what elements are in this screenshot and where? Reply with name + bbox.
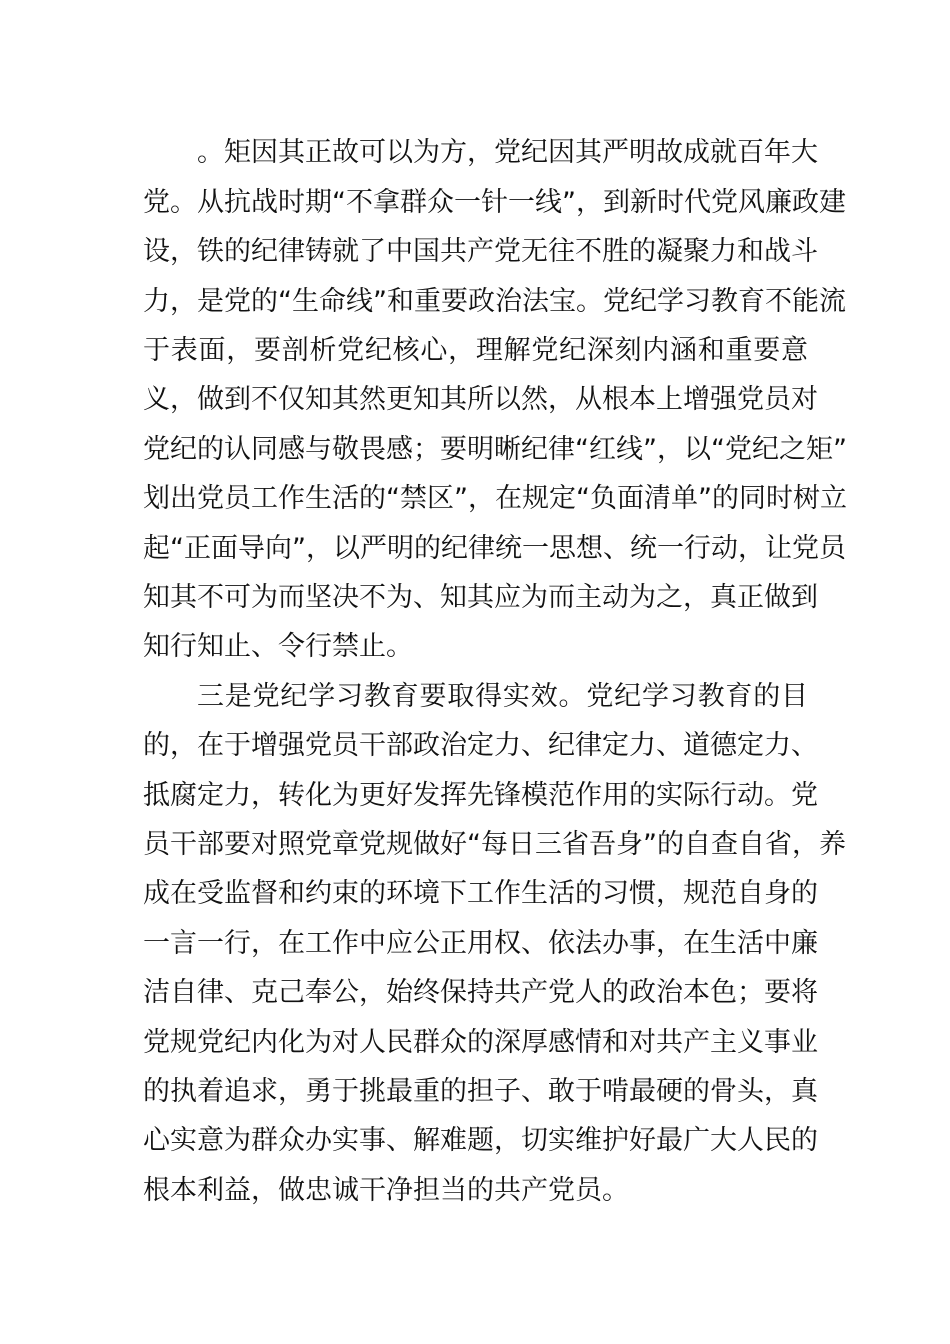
text-line: 力，是党的“生命线”和重要政治法宝。党纪学习教育不能流 bbox=[143, 286, 846, 317]
text-line: 心实意为群众办实事、解难题，切实维护好最广大人民的 bbox=[143, 1125, 818, 1156]
text-line: 。矩因其正故可以为方，党纪因其严明故成就百年大 bbox=[197, 137, 818, 168]
text-line: 三是党纪学习教育要取得实效。党纪学习教育的目 bbox=[197, 681, 808, 712]
text-line: 党规党纪内化为对人民群众的深厚感情和对共产主义事业 bbox=[143, 1027, 818, 1058]
text-line: 划出党员工作生活的“禁区”，在规定“负面清单”的同时树立 bbox=[143, 483, 847, 514]
text-line: 知其不可为而坚决不为、知其应为而主动为之，真正做到 bbox=[143, 582, 818, 613]
text-line: 设，铁的纪律铸就了中国共产党无往不胜的凝聚力和战斗 bbox=[143, 236, 818, 267]
text-line: 洁自律、克己奉公，始终保持共产党人的政治本色；要将 bbox=[143, 977, 818, 1008]
text-line: 党。从抗战时期“不拿群众一针一线”，到新时代党风廉政建 bbox=[143, 187, 846, 218]
text-line: 根本利益，做忠诚干净担当的共产党员。 bbox=[143, 1175, 629, 1206]
text-line: 知行知止、令行禁止。 bbox=[143, 631, 413, 662]
text-line: 员干部要对照党章党规做好“每日三省吾身”的自查自省，养 bbox=[143, 829, 846, 860]
text-line: 抵腐定力，转化为更好发挥先锋模范作用的实际行动。党 bbox=[143, 780, 818, 811]
text-line: 成在受监督和约束的环境下工作生活的习惯，规范自身的 bbox=[143, 878, 818, 909]
text-line: 一言一行，在工作中应公正用权、依法办事，在生活中廉 bbox=[143, 928, 818, 959]
text-line: 于表面，要剖析党纪核心，理解党纪深刻内涵和重要意 bbox=[143, 335, 808, 366]
text-line: 的执着追求，勇于挑最重的担子、敢于啃最硬的骨头，真 bbox=[143, 1076, 818, 1107]
text-line: 起“正面导向”，以严明的纪律统一思想、统一行动，让党员 bbox=[143, 533, 846, 564]
text-line: 党纪的认同感与敬畏感；要明晰纪律“红线”，以“党纪之矩” bbox=[143, 434, 847, 465]
text-line: 义，做到不仅知其然更知其所以然，从根本上增强党员对 bbox=[143, 384, 818, 415]
text-line: 的，在于增强党员干部政治定力、纪律定力、道德定力、 bbox=[143, 730, 818, 761]
